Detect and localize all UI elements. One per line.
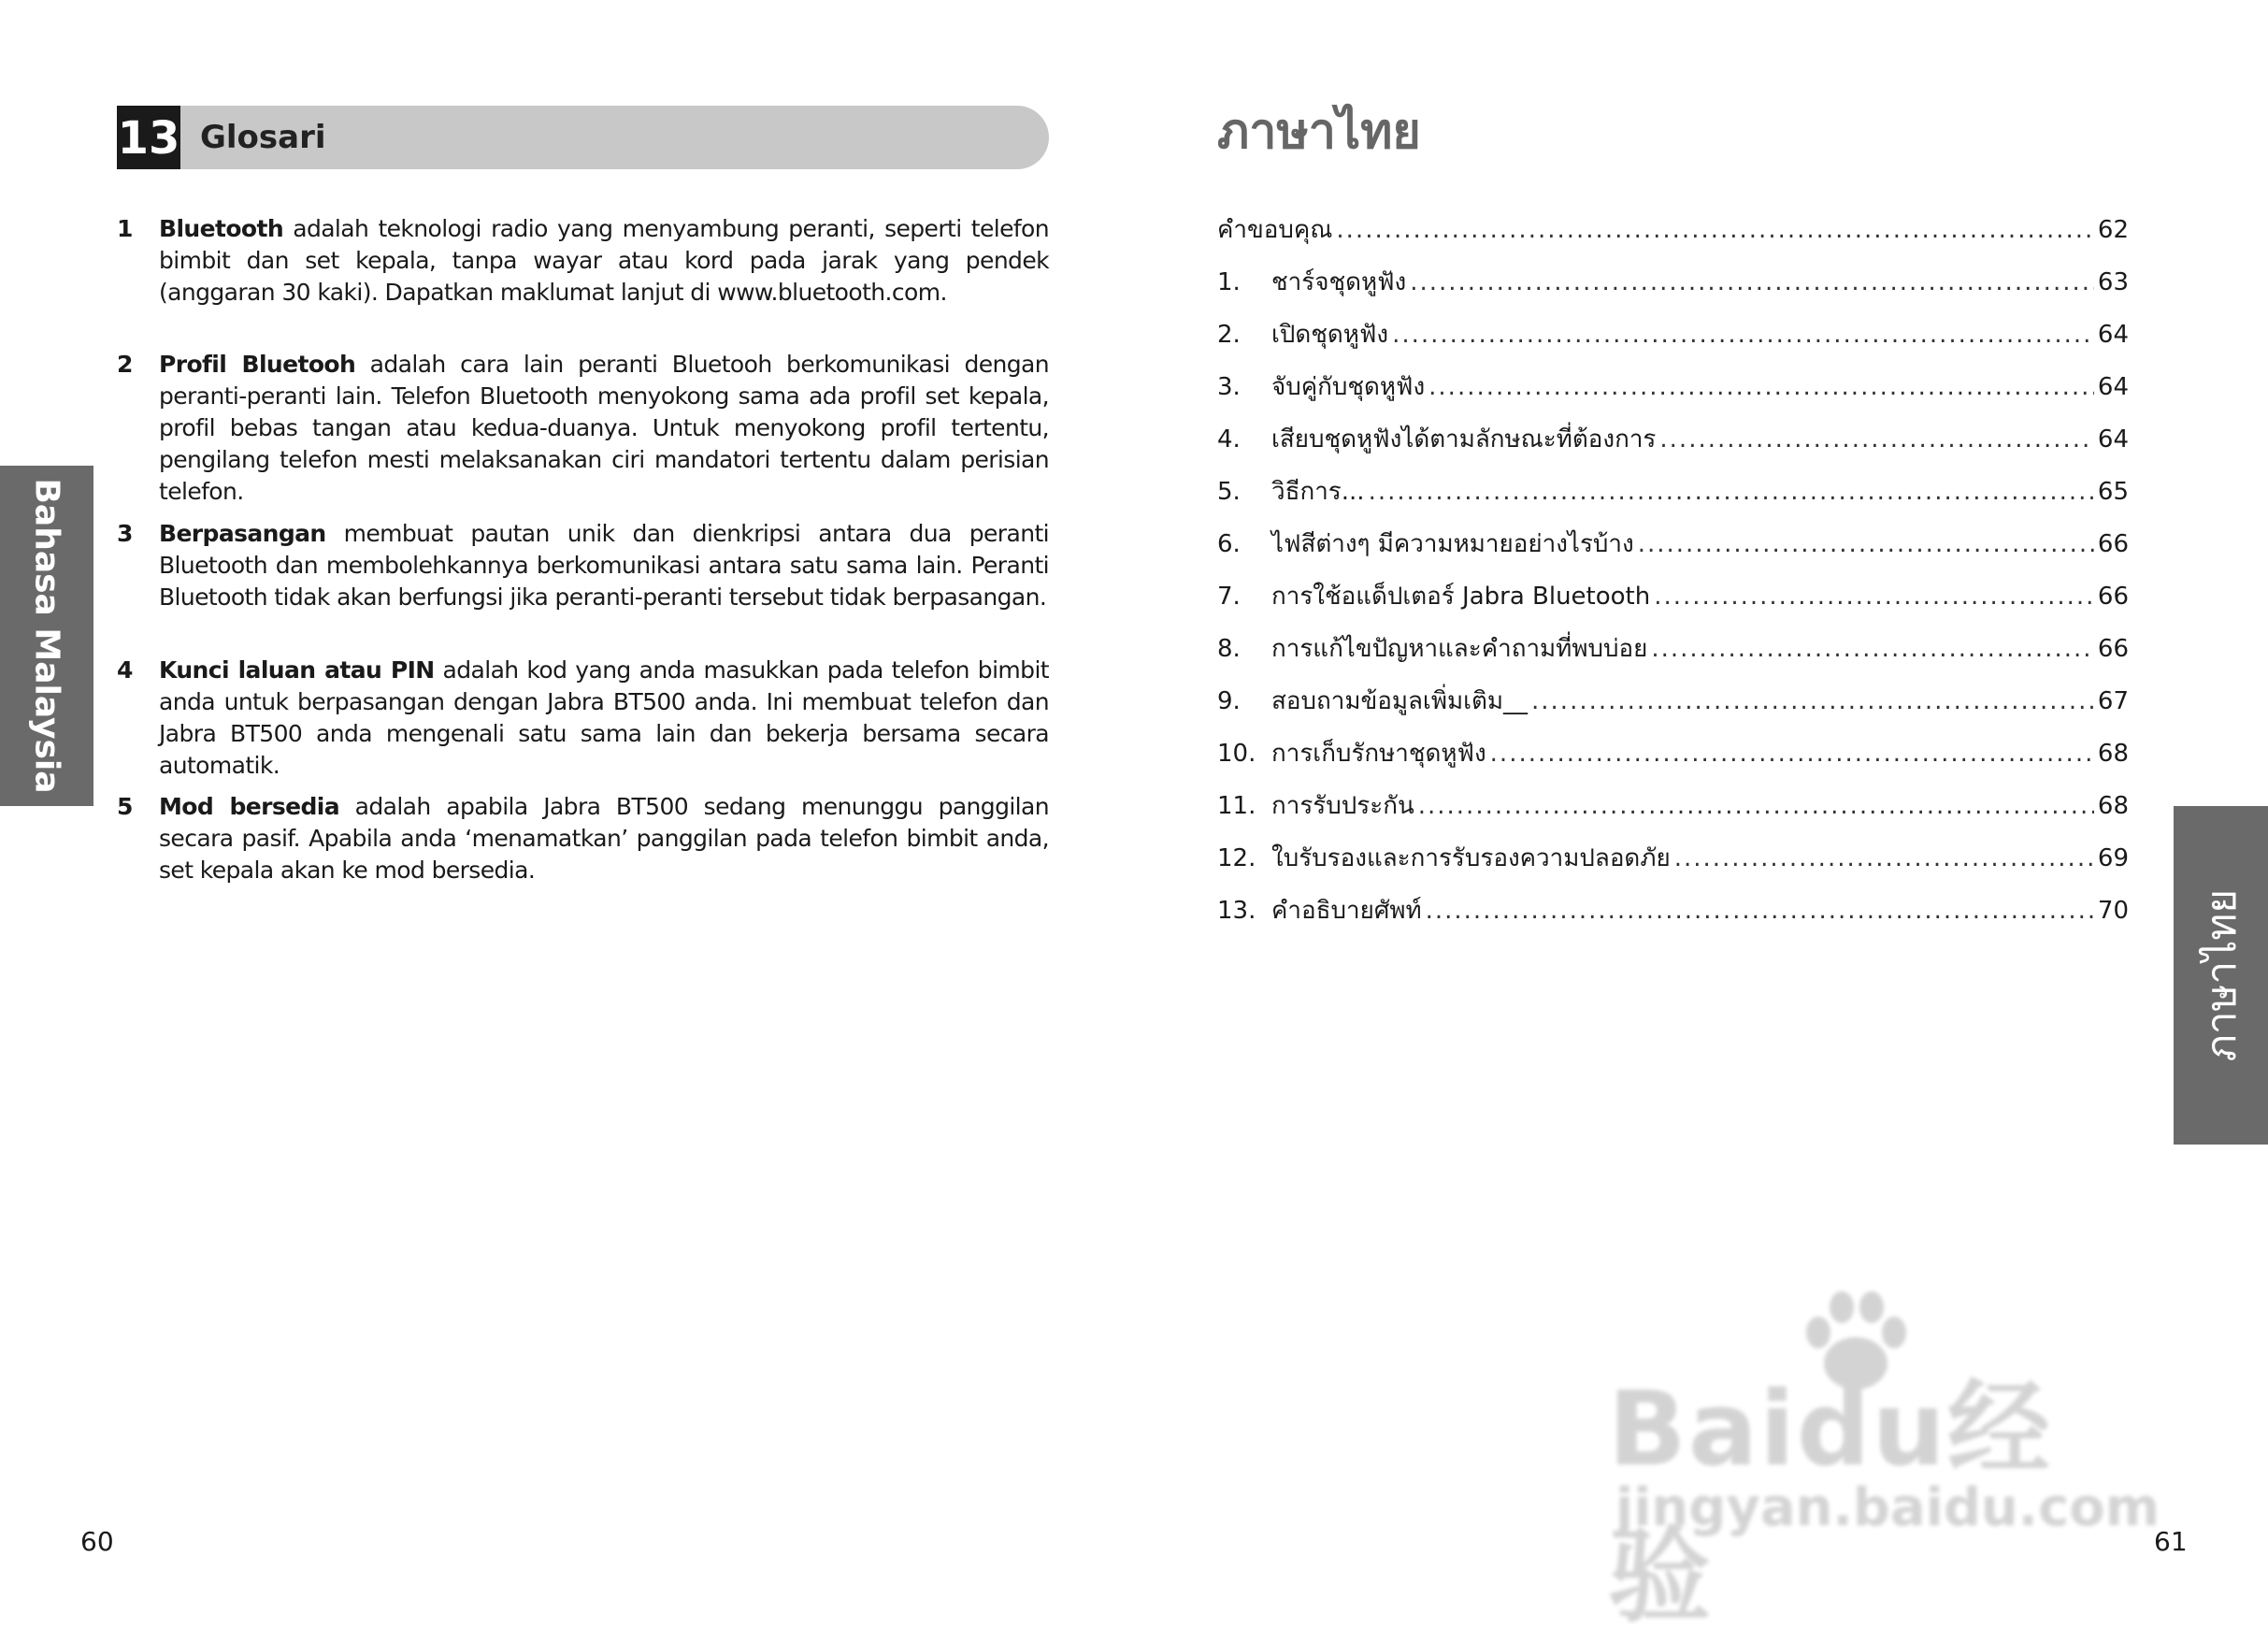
glossary-text <box>159 518 1049 613</box>
glossary-text <box>159 655 1049 782</box>
toc-label: การรับประกัน <box>1271 792 1414 820</box>
toc-page: 64 <box>2097 425 2129 454</box>
toc-label: จับคู่กับชุดหูฟัง <box>1271 373 1426 401</box>
toc-page: 70 <box>2097 897 2129 925</box>
glossary-text <box>159 213 1049 309</box>
language-tab-malay <box>0 466 93 806</box>
glossary-term: Bluetooth <box>159 215 284 242</box>
page-number-right: 61 <box>2154 1526 2188 1557</box>
toc-entry[interactable] <box>1217 315 2129 358</box>
glossary-text <box>159 791 1049 886</box>
toc-label: สอบถามข้อมูลเพิ่มเติม__ <box>1271 687 1529 715</box>
toc-entry[interactable] <box>1217 263 2129 306</box>
toc-page: 66 <box>2097 635 2129 663</box>
toc-entry[interactable] <box>1217 525 2129 568</box>
toc-number: 5. <box>1217 478 1241 506</box>
toc-page: 62 <box>2097 216 2129 244</box>
toc-page: 66 <box>2097 583 2129 611</box>
language-tab-label: ภาษาไทย <box>2197 888 2246 1062</box>
toc-label: การใช้อแด็ปเตอร์ Jabra Bluetooth <box>1271 583 1651 611</box>
baidu-watermark <box>1608 1290 2160 1636</box>
toc-entry[interactable] <box>1217 786 2129 829</box>
glossary-term: Profil Bluetooh <box>159 351 356 378</box>
toc-label: คำขอบคุณ <box>1217 216 1333 244</box>
section-header <box>117 106 1049 169</box>
toc-entry[interactable] <box>1217 577 2129 620</box>
toc-page: 68 <box>2097 740 2129 768</box>
toc-number: 13. <box>1217 897 1256 925</box>
watermark-url: jingyan.baidu.com <box>1615 1477 2160 1538</box>
glossary-definition: membuat pautan unik dan dienkripsi antara dua peranti Bluetooth dan membolehkannya berkomunikasi antara satu sama lain. Peranti Bluetooth tidak akan berfungsi jika peranti-peranti tersebut tidak berpasangan. <box>159 520 1049 611</box>
toc-leader <box>1654 583 2094 611</box>
toc-label: ไฟสีต่างๆ มีความหมายอย่างไรบ้าง <box>1271 530 1634 558</box>
glossary-number: 1 <box>117 215 134 242</box>
toc-page: 65 <box>2097 478 2129 506</box>
toc-leader <box>1426 897 2094 925</box>
glossary-number: 4 <box>117 656 134 684</box>
section-number: 13 <box>117 106 180 169</box>
toc-leader <box>1651 635 2094 663</box>
toc-page: 64 <box>2097 373 2129 401</box>
toc-leader <box>1369 478 2094 506</box>
glossary-number: 5 <box>117 793 134 820</box>
toc-page: 64 <box>2097 321 2129 349</box>
toc-number: 7. <box>1217 583 1241 611</box>
toc-entry[interactable] <box>1217 734 2129 777</box>
toc-leader <box>1410 268 2094 296</box>
language-tab-label: Bahasa Malaysia <box>27 478 66 794</box>
toc-leader <box>1659 425 2094 454</box>
toc-number: 4. <box>1217 425 1241 454</box>
toc-leader <box>1674 844 2094 872</box>
toc-leader <box>1490 740 2094 768</box>
glossary-term: Mod bersedia <box>159 793 340 820</box>
language-tab-thai <box>2174 806 2268 1145</box>
section-title: Glosari <box>200 119 326 156</box>
toc-entry[interactable] <box>1217 682 2129 725</box>
glossary-number: 2 <box>117 351 134 378</box>
toc-leader <box>1638 530 2094 558</box>
glossary-definition: adalah kod yang anda masukkan pada telefon bimbit anda untuk berpasangan dengan Jabra BT500 anda. Ini membuat telefon dan Jabra BT500 anda mengenali satu sama lain dan bekerja bersama secara automatik. <box>159 656 1049 779</box>
toc-number: 10. <box>1217 740 1256 768</box>
toc-entry[interactable] <box>1217 629 2129 672</box>
toc-number: 12. <box>1217 844 1256 872</box>
glossary-term: Berpasangan <box>159 520 326 547</box>
toc-number: 2. <box>1217 321 1241 349</box>
toc-entry[interactable] <box>1217 839 2129 882</box>
toc-leader <box>1418 792 2094 820</box>
toc-label: การแก้ไขปัญหาและคำถามที่พบบ่อย <box>1271 635 1648 663</box>
page-number-left: 60 <box>80 1526 114 1557</box>
toc-page: 66 <box>2097 530 2129 558</box>
toc-number: 9. <box>1217 687 1241 715</box>
glossary-definition: adalah cara lain peranti Bluetooh berkomunikasi dengan peranti-peranti lain. Telefon Bluetooth menyokong sama ada profil set kepala, profil bebas tangan atau kedua-duanya. Untuk menyokong profil tertentu, pengilang telefon mesti melaksanakan ciri mandatori tertentu dalam perisian telefon. <box>159 351 1049 505</box>
toc-leader <box>1428 373 2094 401</box>
toc-number: 11. <box>1217 792 1256 820</box>
toc-label: ใบรับรองและการรับรองความปลอดภัย <box>1271 844 1671 872</box>
toc-leader <box>1336 216 2094 244</box>
toc-label: ชาร์จชุดหูฟัง <box>1271 268 1407 296</box>
glossary-term: Kunci laluan atau PIN <box>159 656 435 684</box>
toc-label: คำอธิบายศัพท์ <box>1271 897 1422 925</box>
toc-entry[interactable] <box>1217 891 2129 934</box>
toc-page: 67 <box>2097 687 2129 715</box>
toc-page: 63 <box>2097 268 2129 296</box>
toc-entry[interactable] <box>1217 367 2129 410</box>
page-title: ภาษาไทย <box>1217 103 1421 160</box>
toc-number: 8. <box>1217 635 1241 663</box>
toc-number: 3. <box>1217 373 1241 401</box>
toc-number: 6. <box>1217 530 1241 558</box>
toc-entry[interactable] <box>1217 210 2129 253</box>
toc-label: การเก็บรักษาชุดหูฟัง <box>1271 740 1486 768</box>
toc-page: 69 <box>2097 844 2129 872</box>
toc-label: วิธีการ... <box>1271 478 1365 506</box>
glossary-definition: adalah teknologi radio yang menyambung peranti, seperti telefon bimbit dan set kepala, tanpa wayar atau kord pada jarak yang pendek (anggaran 30 kaki). Dapatkan maklumat lanjut di www.bluetooth.com. <box>159 215 1049 306</box>
toc-entry[interactable] <box>1217 420 2129 463</box>
glossary-number: 3 <box>117 520 134 547</box>
toc-entry[interactable] <box>1217 472 2129 515</box>
toc-page: 68 <box>2097 792 2129 820</box>
toc-leader <box>1392 321 2094 349</box>
toc-number: 1. <box>1217 268 1241 296</box>
toc-leader <box>1531 687 2094 715</box>
toc-label: เสียบชุดหูฟังได้ตามลักษณะที่ต้องการ <box>1271 425 1657 454</box>
watermark-logo: Baidu经验 <box>1608 1369 2052 1636</box>
toc-label: เปิดชุดหูฟัง <box>1271 321 1389 349</box>
glossary-definition: adalah apabila Jabra BT500 sedang menunggu panggilan secara pasif. Apabila anda ‘menamatkan’ panggilan pada telefon bimbit anda, set kepala akan ke mod bersedia. <box>159 793 1049 884</box>
glossary-text <box>159 349 1049 508</box>
